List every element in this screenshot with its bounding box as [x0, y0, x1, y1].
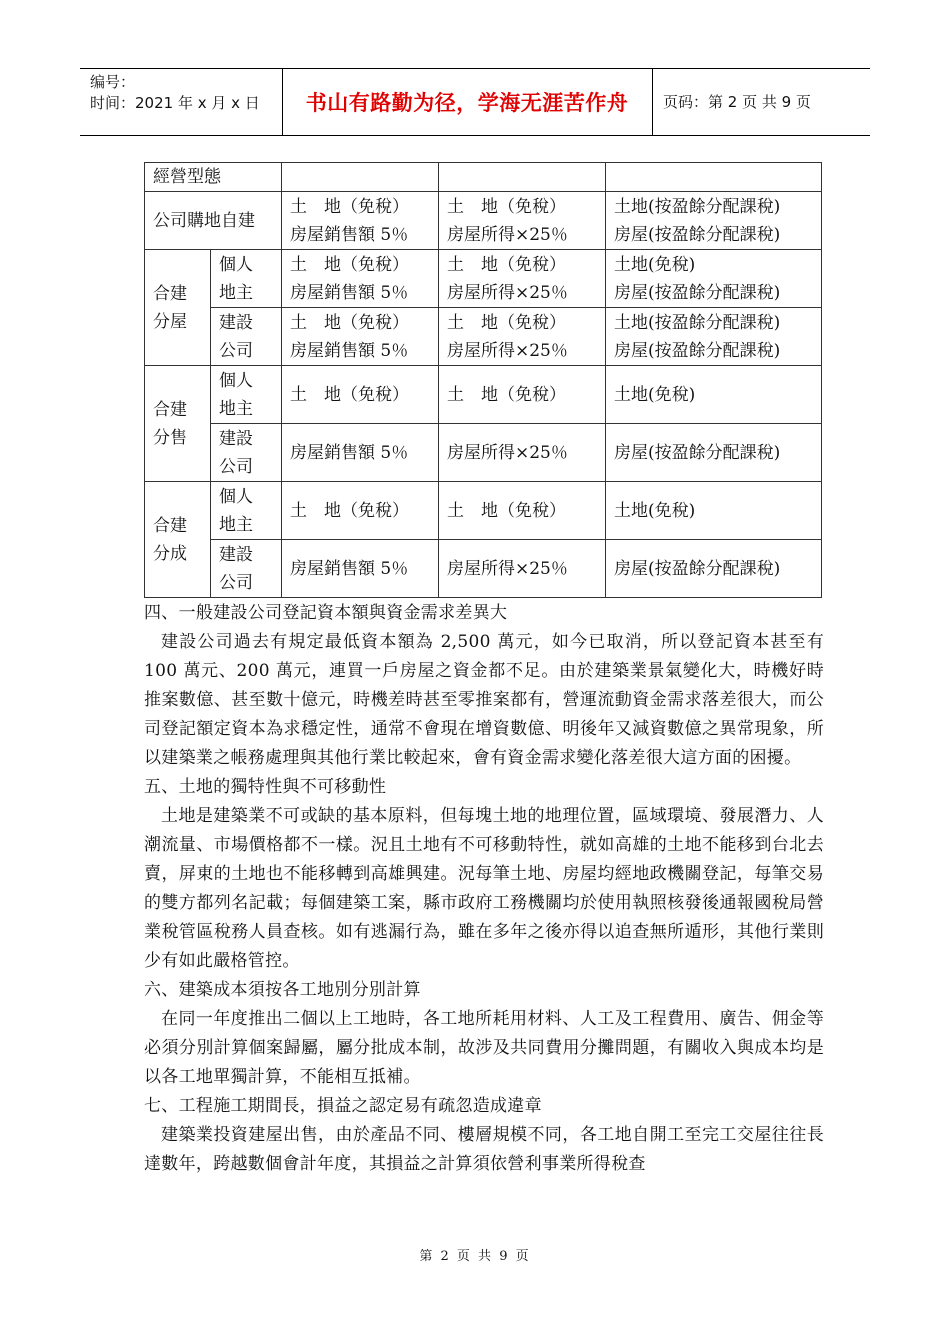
table-row	[145, 163, 822, 192]
table-row	[145, 540, 822, 598]
table-cell: 經營型態	[145, 163, 282, 192]
table-cell: 土地(免稅)	[606, 482, 822, 540]
table-cell	[282, 163, 439, 192]
header-divider	[652, 68, 653, 135]
section-paragraph: 建設公司過去有規定最低資本額為 2,500 萬元，如今已取消，所以登記資本甚至有 100 萬元、200 萬元，連買一戶房屋之資金都不足。由於建築業景氣變化大，時機好時推案數億、甚至數十億元，時機差時甚至零推案都有，營運流動資金需求落差很大，而公司登記額定資本為求穩定性，通常不會現在增資數億、明後年又減資數億之異常現象，所以建築業之帳務處理與其他行業比較起來，會有資金需求變化落差很大這方面的困擾。	[144, 632, 824, 768]
section-heading: 七、工程施工期間長，損益之認定易有疏忽造成違章	[144, 1096, 542, 1116]
table-cell: 房屋(按盈餘分配課稅)	[606, 424, 822, 482]
date-label: 时间：2021 年 x 月 x 日	[90, 94, 260, 112]
table-cell: 土 地（免稅）	[439, 366, 606, 424]
header-motto: 书山有路勤为径，学海无涯苦作舟	[305, 90, 629, 115]
section-paragraph: 建築業投資建屋出售，由於產品不同、樓層規模不同，各工地自開工至完工交屋往往長達數年，跨越數個會計年度，其損益之計算須依營利事業所得稅查	[144, 1125, 824, 1174]
doc-number-label: 编号：	[90, 73, 136, 91]
tax-table	[144, 162, 822, 598]
table-cell	[282, 192, 439, 250]
table-cell: 房屋(按盈餘分配課稅)	[606, 540, 822, 598]
sub-label: 建設 公司	[211, 540, 282, 598]
group-label: 合建 分售	[145, 366, 211, 482]
table-cell: 土地(按盈餘分配課稅) 房屋(按盈餘分配課稅)	[606, 308, 822, 366]
table-cell: 土地(免稅)	[606, 366, 822, 424]
section-paragraph: 在同一年度推出二個以上工地時，各工地所耗用材料、人工及工程費用、廣告、佣金等必須分別計算個案歸屬，屬分批成本制，故涉及共同費用分攤問題，有關收入與成本均是以各工地單獨計算，不能相互抵補。	[144, 1009, 824, 1087]
section-heading: 五、土地的獨特性與不可移動性	[144, 777, 387, 797]
group-label: 合建 分屋	[145, 250, 211, 366]
table-cell: 公司購地自建	[145, 192, 282, 250]
header-bottom-rule	[80, 135, 870, 136]
table-cell: 房屋所得×25％	[439, 424, 606, 482]
table-cell	[439, 163, 606, 192]
cell-line: 土 地（免稅）	[290, 196, 409, 217]
document-body	[144, 599, 824, 1179]
group-label: 合建 分成	[145, 482, 211, 598]
table-row	[145, 308, 822, 366]
table-cell: 土 地（免稅）	[282, 482, 439, 540]
table-cell	[606, 192, 822, 250]
table-row	[145, 192, 822, 250]
section-heading: 六、建築成本須按各工地別分別計算	[144, 980, 421, 1000]
section-paragraph: 土地是建築業不可或缺的基本原料，但每塊土地的地理位置，區域環境、發展潛力、人潮流量、市場價格都不一樣。況且土地有不可移動特性，就如高雄的土地不能移到台北去賣，屏東的土地也不能移轉到高雄興建。況每筆土地、房屋均經地政機關登記，每筆交易的雙方都列名記載；每個建築工案，縣市政府工務機關均於使用執照核發後通報國稅局營業稅管區稅務人員查核。如有逃漏行為，雖在多年之後亦得以追查無所遁形，其他行業則少有如此嚴格管控。	[144, 806, 824, 971]
table-row	[145, 250, 822, 308]
table-cell	[439, 192, 606, 250]
header-page-label: 页码：第 2 页 共 9 页	[663, 93, 811, 111]
cell-line: 房屋銷售額 5％	[290, 224, 409, 245]
table-cell: 土 地（免稅） 房屋所得×25％	[439, 308, 606, 366]
cell-line: 土 地（免稅）	[447, 196, 566, 217]
sub-label: 個人 地主	[211, 482, 282, 540]
table-row	[145, 482, 822, 540]
header-meta	[90, 72, 260, 114]
sub-label: 個人 地主	[211, 366, 282, 424]
table-cell: 房屋銷售額 5％	[282, 540, 439, 598]
table-cell: 土 地（免稅） 房屋所得×25％	[439, 250, 606, 308]
table-cell	[606, 163, 822, 192]
table-cell: 土 地（免稅） 房屋銷售額 5％	[282, 308, 439, 366]
cell-line: 房屋(按盈餘分配課稅)	[614, 224, 781, 245]
section-heading: 四、一般建設公司登記資本額與資金需求差異大	[144, 603, 508, 623]
cell-line: 房屋所得×25％	[447, 224, 568, 245]
table-cell: 土 地（免稅） 房屋銷售額 5％	[282, 250, 439, 308]
page-footer: 第 2 页 共 9 页	[419, 1249, 531, 1264]
sub-label: 個人 地主	[211, 250, 282, 308]
table-cell: 房屋所得×25％	[439, 540, 606, 598]
table-cell: 土地(免稅) 房屋(按盈餘分配課稅)	[606, 250, 822, 308]
table-cell: 房屋銷售額 5％	[282, 424, 439, 482]
table-row	[145, 366, 822, 424]
table-row	[145, 424, 822, 482]
table-cell: 土 地（免稅）	[282, 366, 439, 424]
table-cell: 土 地（免稅）	[439, 482, 606, 540]
sub-label: 建設 公司	[211, 424, 282, 482]
sub-label: 建設 公司	[211, 308, 282, 366]
cell-line: 土地(按盈餘分配課稅)	[614, 196, 781, 217]
